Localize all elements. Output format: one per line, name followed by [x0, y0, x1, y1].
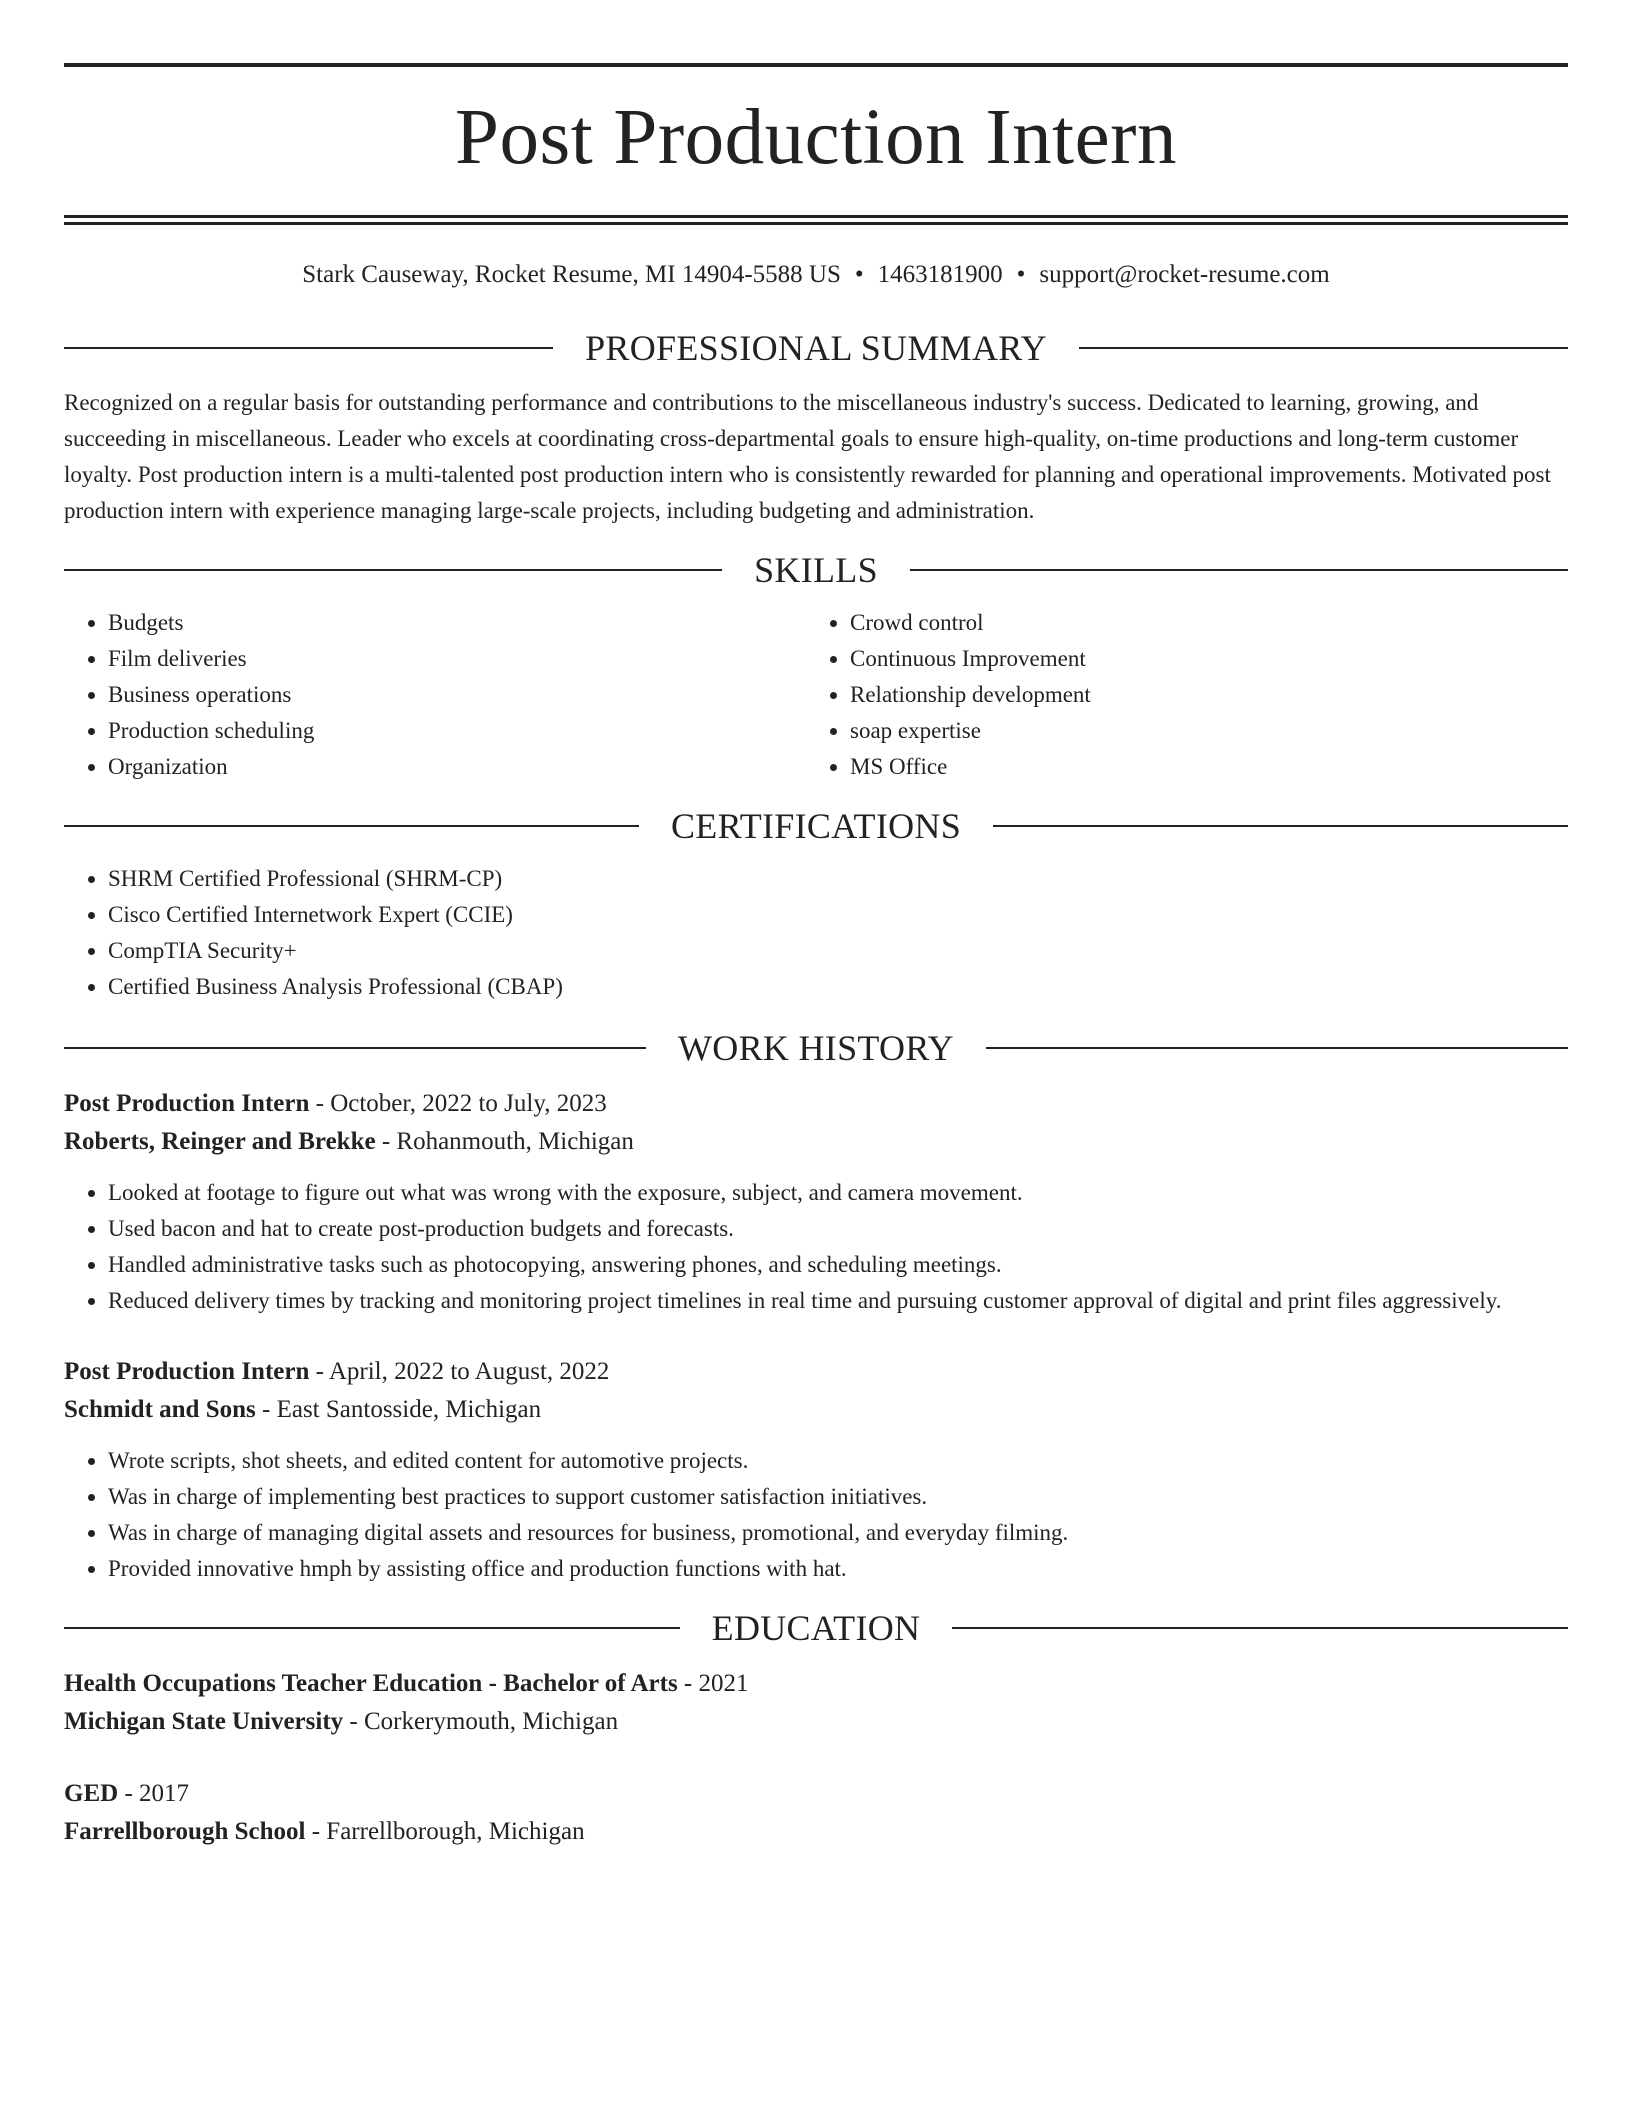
job-company: Roberts, Reinger and Brekke: [64, 1128, 376, 1155]
edu-year: - 2017: [118, 1780, 190, 1807]
skills-heading-label: SKILLS: [754, 550, 878, 590]
education-heading-label: EDUCATION: [711, 1608, 921, 1648]
heading-rule-right: [986, 1047, 1568, 1049]
contact-separator: •: [1016, 261, 1026, 288]
edu-school: Farrellborough School: [64, 1818, 306, 1845]
certifications-heading-label: CERTIFICATIONS: [670, 806, 962, 846]
contact-phone: 1463181900: [877, 261, 1003, 288]
certification-item: • SHRM Certified Professional (SHRM-CP): [108, 861, 1568, 897]
edu-year: - 2021: [677, 1670, 749, 1697]
education-section-heading: [64, 1605, 1568, 1651]
job-duties-list: [64, 1175, 1568, 1319]
edu-location: - Corkerymouth, Michigan: [343, 1708, 619, 1735]
job-company-line: [64, 1123, 1568, 1161]
work-entry: [64, 1353, 1568, 1587]
work-history-section-heading: [64, 1025, 1568, 1071]
skill-item: • Film deliveries: [108, 641, 806, 677]
job-duty-item: • Was in charge of implementing best practices to support customer satisfaction initiatives.: [108, 1479, 1568, 1515]
job-role: Post Production Intern: [64, 1358, 310, 1385]
job-duty-item: • Wrote scripts, shot sheets, and edited content for automotive projects.: [108, 1443, 1568, 1479]
skill-item: • Continuous Improvement: [850, 641, 1548, 677]
job-duty-item: • Was in charge of managing digital assets and resources for business, promotional, and everyday filming.: [108, 1515, 1568, 1551]
resume-title: Post Production Intern: [455, 94, 1177, 181]
edu-school-line: [64, 1703, 1568, 1741]
heading-rule-left: [64, 1047, 646, 1049]
skill-item: • Organization: [108, 749, 806, 785]
skill-item: • MS Office: [850, 749, 1548, 785]
heading-rule-left: [64, 569, 722, 571]
skills-list: [64, 605, 1568, 785]
work-history-heading-label: WORK HISTORY: [678, 1028, 954, 1068]
job-duty-item: • Provided innovative hmph by assisting office and production functions with hat.: [108, 1551, 1568, 1587]
title-double-rule: [64, 215, 1568, 225]
job-dates: - April, 2022 to August, 2022: [309, 1358, 610, 1385]
edu-degree: GED: [64, 1780, 119, 1807]
certification-item: • Certified Business Analysis Professional (CBAP): [108, 969, 1568, 1005]
job-title-line: [64, 1353, 1568, 1391]
work-entry: [64, 1085, 1568, 1319]
job-company: Schmidt and Sons: [64, 1396, 256, 1423]
job-duty-item: • Reduced delivery times by tracking and monitoring project timelines in real time and pursuing customer approval of digital and print files aggressively.: [108, 1283, 1568, 1319]
edu-degree-line: [64, 1665, 1568, 1703]
job-duty-item: • Looked at footage to figure out what was wrong with the exposure, subject, and camera movement.: [108, 1175, 1568, 1211]
skill-item: • Budgets: [108, 605, 806, 641]
contact-address: Stark Causeway, Rocket Resume, MI 14904-5588 US: [302, 261, 841, 288]
heading-rule-right: [952, 1627, 1568, 1629]
skill-item: • soap expertise: [850, 713, 1548, 749]
heading-rule-left: [64, 347, 553, 349]
edu-school: Michigan State University: [64, 1708, 344, 1735]
skills-section-heading: [64, 547, 1568, 593]
job-location: - Rohanmouth, Michigan: [375, 1128, 634, 1155]
skill-item: • Crowd control: [850, 605, 1548, 641]
job-duty-item: • Used bacon and hat to create post-production budgets and forecasts.: [108, 1211, 1568, 1247]
job-location: - East Santosside, Michigan: [255, 1396, 542, 1423]
job-duty-item: • Handled administrative tasks such as photocopying, answering phones, and scheduling meetings.: [108, 1247, 1568, 1283]
contact-separator: •: [854, 261, 864, 288]
edu-school-line: [64, 1813, 1568, 1851]
summary-section-heading: [64, 325, 1568, 371]
certifications-list: [64, 861, 1568, 1005]
certification-item: • Cisco Certified Internetwork Expert (CCIE): [108, 897, 1568, 933]
edu-degree: Health Occupations Teacher Education - Bachelor of Arts: [64, 1670, 678, 1697]
job-role: Post Production Intern: [64, 1090, 310, 1117]
heading-rule-left: [64, 825, 639, 827]
heading-rule-left: [64, 1627, 680, 1629]
contact-email: support@rocket-resume.com: [1039, 261, 1330, 288]
top-rule: [64, 63, 1568, 67]
job-duties-list: [64, 1443, 1568, 1587]
edu-degree-line: [64, 1775, 1568, 1813]
education-entry: [64, 1665, 1568, 1741]
job-company-line: [64, 1391, 1568, 1429]
job-title-line: [64, 1085, 1568, 1123]
education-entry: [64, 1775, 1568, 1851]
heading-rule-right: [1079, 347, 1568, 349]
professional-summary-text: Recognized on a regular basis for outstanding performance and contributions to the miscellaneous industry's success. Dedicated to learning, growing, and succeeding in miscellaneous. Leader who excels at coordinating cross-departmental goals to ensure high-quality, on-time productions and long-term customer loyalty. Post production intern is a multi-talented post production intern who is consistently rewarded for planning and operational improvements. Motivated post production intern with experience managing large-scale projects, including budgeting and administration.: [64, 390, 1551, 523]
edu-location: - Farrellborough, Michigan: [305, 1818, 585, 1845]
job-dates: - October, 2022 to July, 2023: [309, 1090, 607, 1117]
certifications-section-heading: [64, 803, 1568, 849]
heading-rule-right: [910, 569, 1568, 571]
skill-item: • Relationship development: [850, 677, 1548, 713]
contact-line: [64, 258, 1568, 292]
skills-column-right: [806, 605, 1548, 785]
skills-column-left: [64, 605, 806, 785]
certification-item: • CompTIA Security+: [108, 933, 1568, 969]
skill-item: • Business operations: [108, 677, 806, 713]
summary-heading-label: PROFESSIONAL SUMMARY: [585, 328, 1047, 368]
heading-rule-right: [993, 825, 1568, 827]
skill-item: • Production scheduling: [108, 713, 806, 749]
